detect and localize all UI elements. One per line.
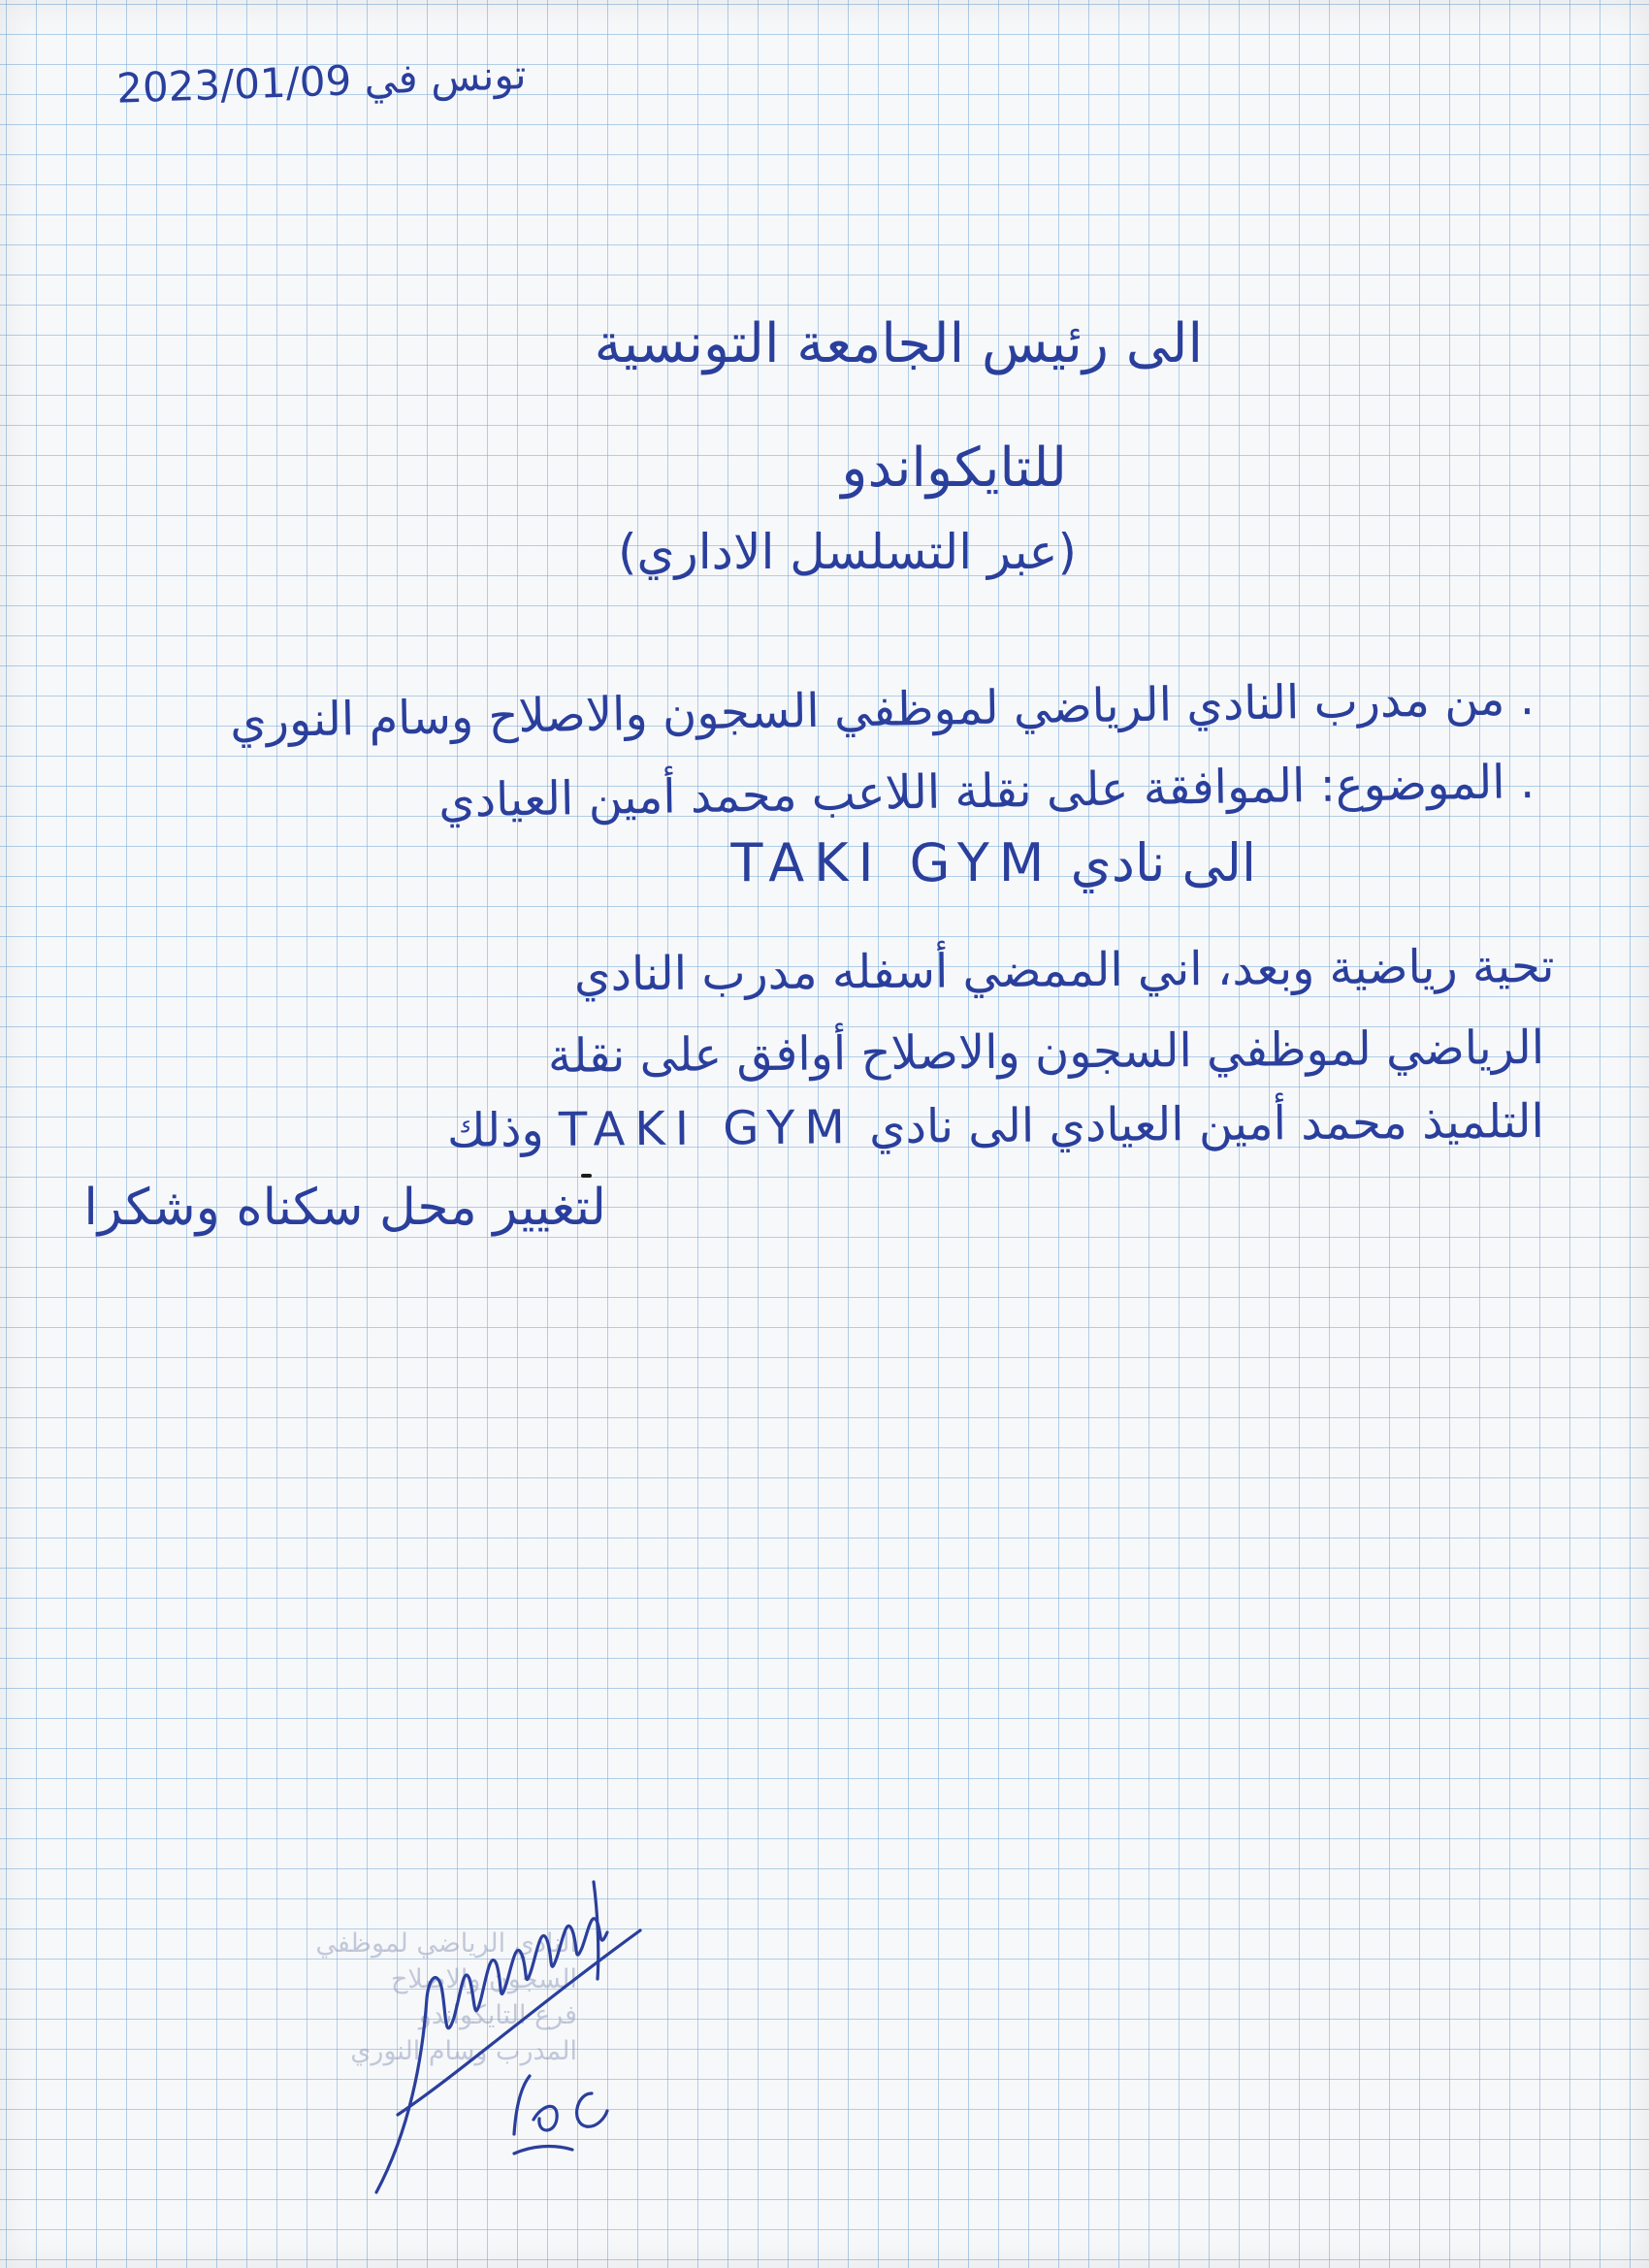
handwritten-signature [369, 1872, 650, 2202]
margin-dot [581, 1174, 592, 1178]
body-line-1: تحية رياضية وبعد، اني الممضي أسفله مدرب النادي [573, 939, 1555, 1002]
recipient-federation: للتايكواندو [841, 437, 1067, 500]
body-line-2: الرياضي لموظفي السجون والاصلاح أوافق على نقلة [547, 1021, 1545, 1084]
body-line-3-text: التلميذ محمد أمين العيادي الى نادي [868, 1094, 1545, 1155]
stamp-line: النادي الرياضي لموظفي [315, 1928, 577, 1959]
subject-club-line [730, 832, 1256, 893]
date-line: تونس في 2023/01/09 [114, 50, 527, 113]
stamp-line: المدرب وسام النوري [350, 2036, 577, 2066]
hierarchy-note: (عبر التسلسل الاداري) [618, 524, 1077, 580]
body-line-4: لتغيير محل سكناه وشكرا [83, 1179, 606, 1237]
sender-line: . من مدرب النادي الرياضي لموظفي السجون والاصلاح وسام النوري [229, 671, 1536, 749]
recipient-line: الى رئيس الجامعة التونسية [594, 312, 1203, 375]
body-line-3 [447, 1094, 1544, 1158]
subject-club-name: TAKI GYM [730, 832, 1054, 893]
subject-club-prefix: الى نادي [1070, 832, 1256, 893]
body-line-3-end: وذلك [446, 1103, 545, 1158]
body-club-name: TAKI GYM [558, 1100, 856, 1157]
stamp-line: فرع التايكواندو [418, 2000, 577, 2030]
subject-line: . الموضوع: الموافقة على نقلة اللاعب محمد أمين العيادي [437, 755, 1536, 828]
stamp-line: السجون والاصلاح [390, 1964, 577, 1994]
